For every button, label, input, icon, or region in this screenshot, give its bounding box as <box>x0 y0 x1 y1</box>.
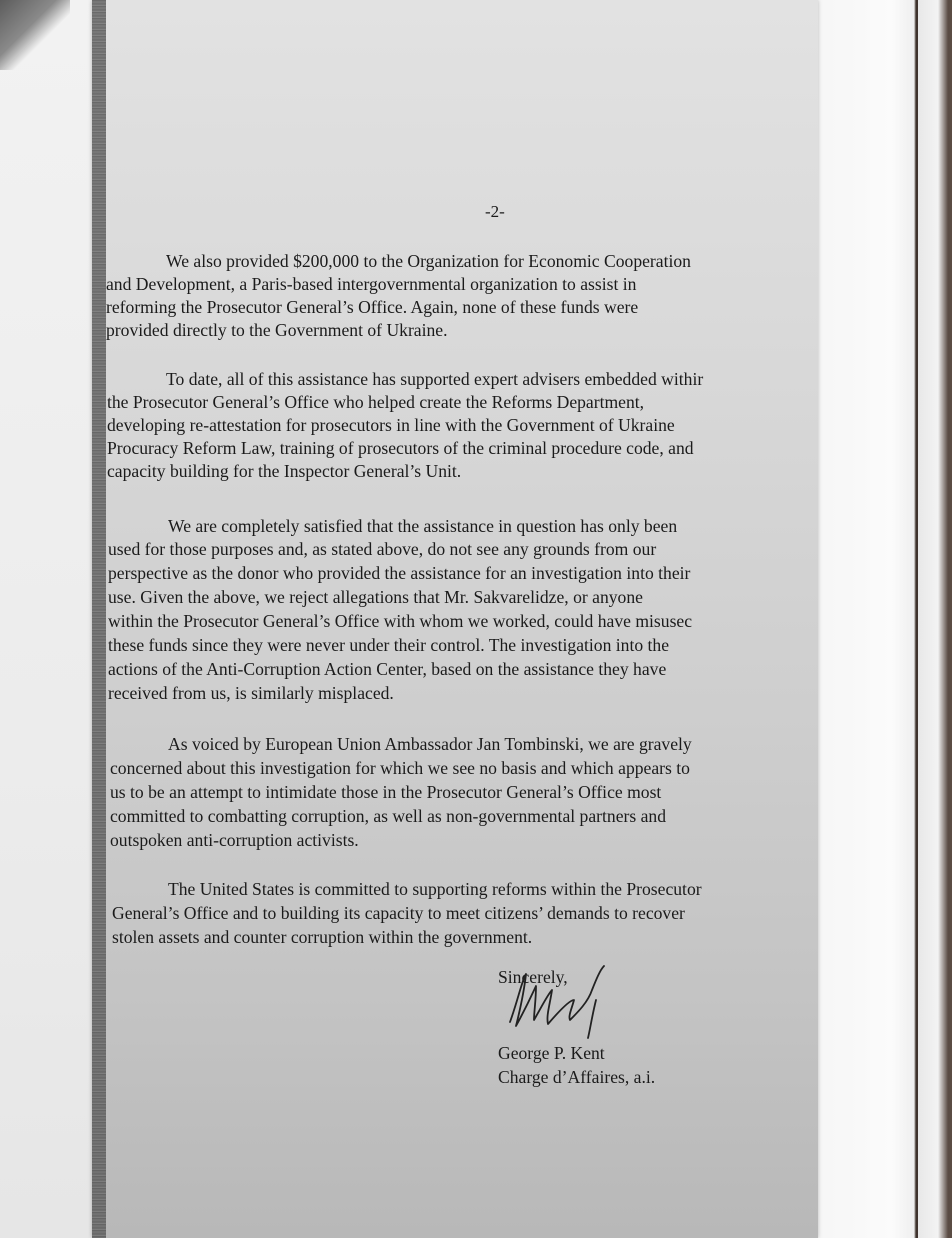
letter-body <box>106 0 818 1238</box>
paragraph-2-line-3: developing re-attestation for prosecutors in line with the Government of Ukraine <box>107 415 675 435</box>
paragraph-3-line-6: these funds since they were never under their control. The investigation into the <box>108 635 670 655</box>
paragraph-5-line-1: The United States is committed to supporting reforms within the Prosecutor <box>168 879 702 899</box>
paragraph-1-line-3: reforming the Prosecutor General’s Office. Again, none of these funds were <box>106 297 639 317</box>
paragraph-4-line-5: outspoken anti-corruption activists. <box>110 830 359 850</box>
signer-name: George P. Kent <box>498 1043 605 1063</box>
paragraph-5-line-3: stolen assets and counter corruption within the government. <box>112 927 533 947</box>
paragraph-5-line-2: General’s Office and to building its capacity to meet citizens’ demands to recover <box>112 903 685 923</box>
paragraph-4-line-4: committed to combatting corruption, as well as non-governmental partners and <box>110 806 667 826</box>
paragraph-4-line-1: As voiced by European Union Ambassador Jan Tombinski, we are gravely <box>168 734 692 754</box>
handwritten-signature <box>500 960 630 1040</box>
signer-title: Charge d’Affaires, a.i. <box>498 1067 656 1087</box>
paragraph-2-line-1: To date, all of this assistance has supported expert advisers embedded withir <box>166 369 704 389</box>
paragraph-3-line-3: perspective as the donor who provided the assistance for an investigation into their <box>108 563 691 583</box>
paragraph-4-line-2: concerned about this investigation for which we see no basis and which appears to <box>110 758 690 778</box>
paragraph-3-line-8: received from us, is similarly misplaced. <box>108 683 394 703</box>
folded-corner <box>0 0 70 70</box>
paragraph-1-line-1: We also provided $200,000 to the Organization for Economic Cooperation <box>166 251 691 271</box>
signature-block <box>498 966 738 1096</box>
closing-salutation: Sincerely, <box>498 967 568 987</box>
paragraph-2-line-2: the Prosecutor General’s Office who helped create the Reforms Department, <box>107 392 645 412</box>
right-edge-sheet <box>918 0 952 1238</box>
paragraph-3-line-5: within the Prosecutor General’s Office with whom we worked, could have misusec <box>108 611 693 631</box>
left-paper-sheet <box>0 0 96 1238</box>
paragraph-3-line-4: use. Given the above, we reject allegations that Mr. Sakvarelidze, or anyone <box>108 587 643 607</box>
paragraph-2-line-4: Procuracy Reform Law, training of prosecutors of the criminal procedure code, and <box>107 438 694 458</box>
paragraph-3-line-7: actions of the Anti-Corruption Action Center, based on the assistance they have <box>108 659 667 679</box>
paragraph-3-line-1: We are completely satisfied that the assistance in question has only been <box>168 516 678 536</box>
page-number: -2- <box>485 202 505 221</box>
paragraph-2-line-5: capacity building for the Inspector General’s Unit. <box>107 461 462 481</box>
paragraph-3-line-2: used for those purposes and, as stated above, do not see any grounds from our <box>108 539 657 559</box>
page-binding-edge <box>92 0 106 1238</box>
paragraph-4-line-3: us to be an attempt to intimidate those in the Prosecutor General’s Office most <box>110 782 662 802</box>
paragraph-1-line-4: provided directly to the Government of Ukraine. <box>106 320 448 340</box>
paragraph-1-line-2: and Development, a Paris-based intergovernmental organization to assist in <box>106 274 637 294</box>
